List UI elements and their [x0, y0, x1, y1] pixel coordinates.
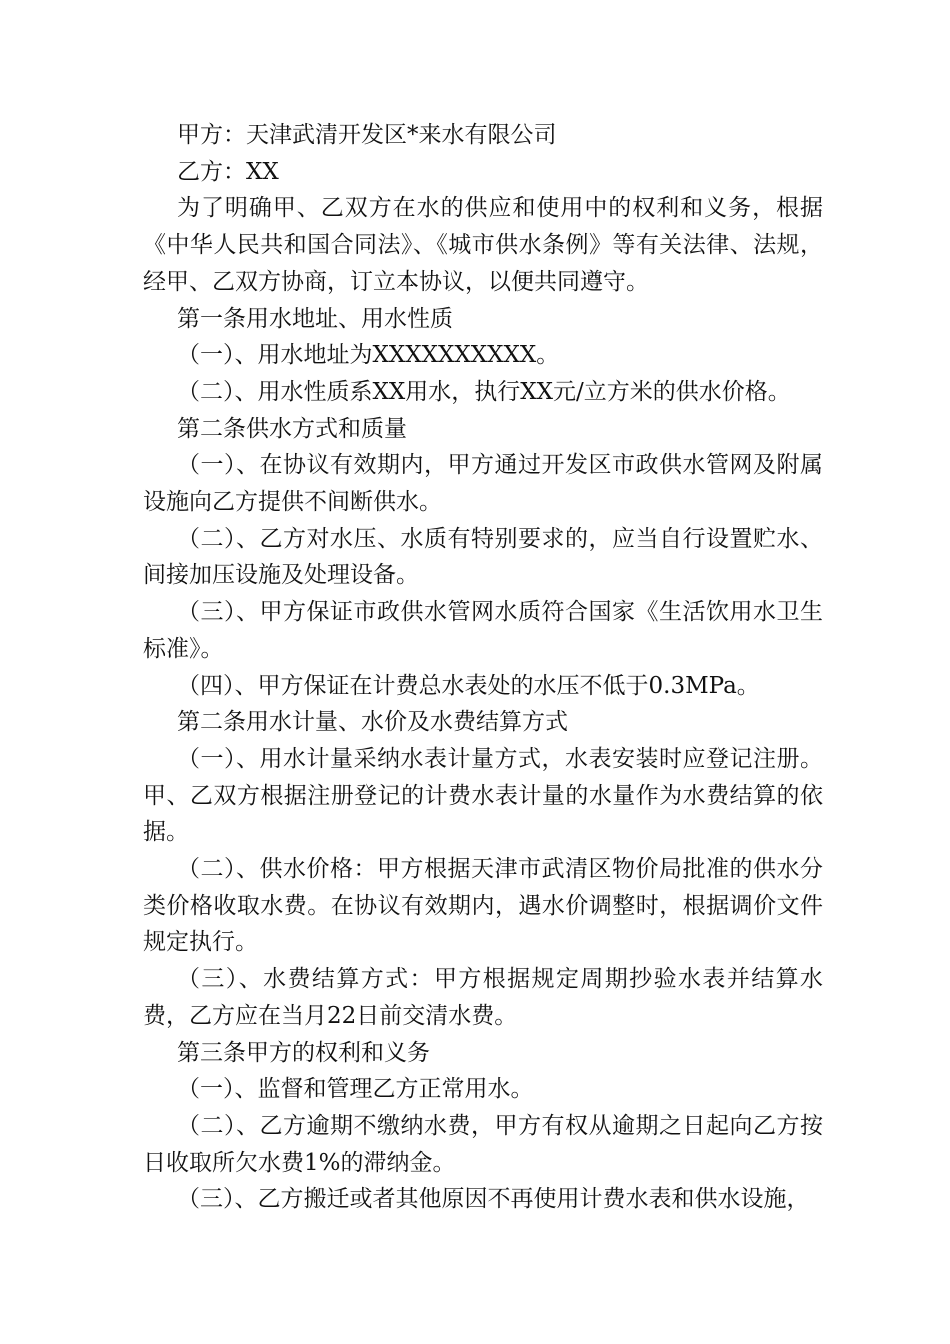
article-metering-clause-1: （一）、用水计量采纳水表计量方式，水表安装时应登记注册。甲、乙双方根据注册登记的计费水表计量的水量作为水费结算的依据。 — [143, 745, 823, 846]
article-3-clause-1: （一）、监督和管理乙方正常用水。 — [177, 1076, 534, 1103]
article-metering-heading: 第二条用水计量、水价及水费结算方式 — [177, 709, 568, 736]
article-metering-clause-2: （二）、供水价格：甲方根据天津市武清区物价局批准的供水分类价格收取水费。在协议有效期内，遇水价调整时，根据调价文件规定执行。 — [143, 856, 823, 956]
article-metering-clause-3: （三）、水费结算方式：甲方根据规定周期抄验水表并结算水费，乙方应在当月22日前交清水费。 — [143, 966, 823, 1029]
article-2-clause-1: （一）、在协议有效期内，甲方通过开发区市政供水管网及附属设施向乙方提供不间断供水。 — [143, 452, 823, 516]
article-3-clause-2: （二）、乙方逾期不缴纳水费，甲方有权从逾期之日起向乙方按日收取所欠水费1%的滞纳金。 — [143, 1112, 823, 1176]
article-2-heading: 第二条供水方式和质量 — [177, 415, 407, 442]
document-body — [143, 117, 823, 1218]
article-3-heading: 第三条甲方的权利和义务 — [177, 1039, 430, 1066]
article-2-clause-3: （三）、甲方保证市政供水管网水质符合国家《生活饮用水卫生标准》。 — [143, 599, 823, 662]
article-2-clause-2: （二）、乙方对水压、水质有特别要求的，应当自行设置贮水、间接加压设施及处理设备。 — [143, 525, 823, 589]
article-1-clause-2: （二）、用水性质系XX用水，执行XX元/立方米的供水价格。 — [177, 378, 791, 405]
article-1-clause-1: （一）、用水地址为XXXXXXXXXX。 — [177, 342, 560, 369]
party-b-line: 乙方：XX — [177, 158, 279, 185]
party-a-line: 甲方：天津武清开发区*来水有限公司 — [177, 122, 557, 148]
article-3-clause-3: （三）、乙方搬迁或者其他原因不再使用计费水表和供水设施， — [177, 1186, 810, 1213]
preamble-paragraph: 为了明确甲、乙双方在水的供应和使用中的权利和义务，根据《中华人民共和国合同法》、《城市供水条例》等有关法律、法规，经甲、乙双方协商，订立本协议，以便共同遵守。 — [143, 195, 823, 295]
article-2-clause-4: （四）、甲方保证在计费总水表处的水压不低于0.3MPa。 — [177, 672, 760, 699]
article-1-heading: 第一条用水地址、用水性质 — [177, 305, 453, 332]
